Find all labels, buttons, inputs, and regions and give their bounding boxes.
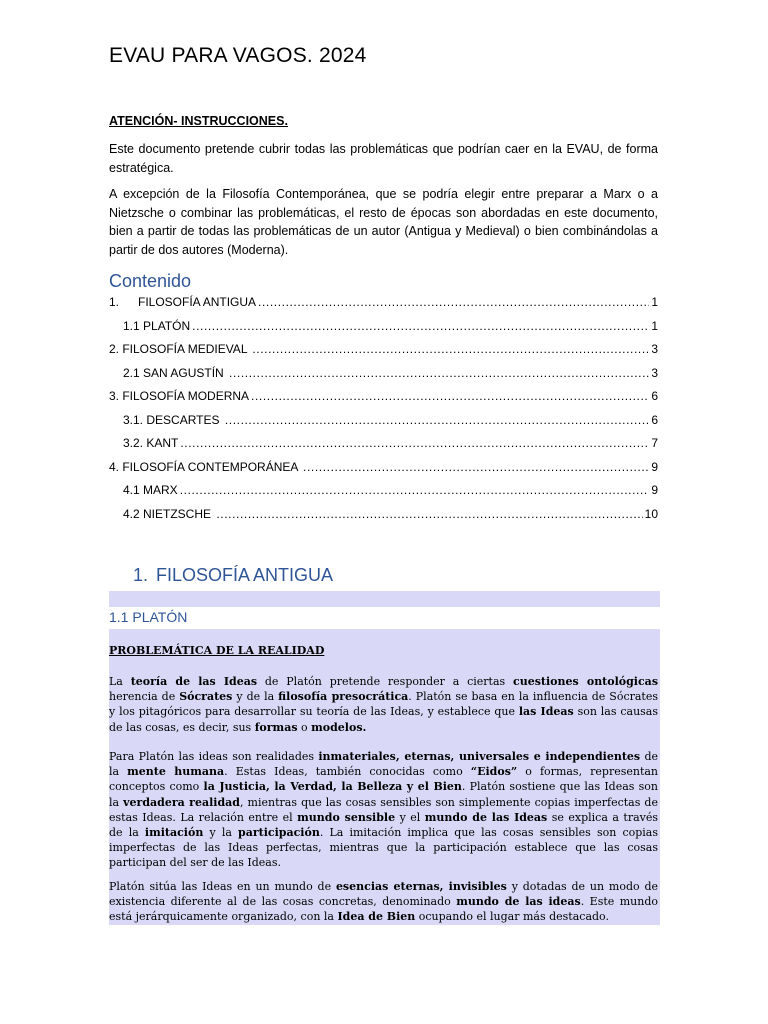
toc-dot-leader	[180, 436, 649, 450]
toc-entry-label: 2. FILOSOFÍA MEDIEVAL	[109, 342, 251, 356]
text-run: son las causas de las cosas, es decir, sus	[109, 705, 659, 734]
bold-term: la Justicia, la Verdad, la Belleza y el Bien	[203, 780, 462, 794]
bold-term: formas	[254, 720, 298, 734]
toc-entry-number: 1.	[109, 295, 120, 309]
highlight-band	[109, 591, 660, 607]
bold-term: mente humana	[127, 765, 225, 779]
toc-entry-label: 3.1. DESCARTES	[123, 412, 223, 427]
toc-page-number: 1	[651, 295, 658, 309]
text-run: y dotadas de un modo de existencia diferente al de las cosas concretas, denominado	[109, 880, 658, 909]
toc-page-number: 6	[651, 389, 658, 403]
section-number: 1.	[133, 565, 149, 585]
text-run: o	[297, 720, 312, 734]
text-run: La	[109, 675, 131, 688]
table-of-contents	[109, 295, 658, 530]
toc-dot-leader	[251, 389, 649, 403]
toc-page-number: 7	[651, 436, 658, 450]
toc-entry[interactable]	[109, 436, 658, 460]
document-title: EVAU PARA VAGOS. 2024	[109, 44, 367, 67]
bold-term: “Eidos”	[470, 765, 518, 779]
toc-entry-label: 4.1 MARX	[123, 483, 178, 497]
problem-heading: PROBLEMÁTICA DE LA REALIDAD	[109, 644, 325, 657]
toc-entry[interactable]	[109, 319, 658, 343]
text-run: herencia de	[109, 690, 180, 704]
toc-entry[interactable]	[109, 366, 658, 390]
text-run: de Platón pretende responder a ciertas	[257, 675, 514, 688]
toc-page-number: 3	[651, 342, 658, 356]
toc-dot-leader	[225, 413, 649, 427]
bold-term: filosofía presocrática	[278, 690, 409, 704]
toc-dot-leader	[229, 366, 649, 380]
toc-dot-leader	[216, 507, 642, 521]
toc-title: Contenido	[109, 271, 192, 291]
bold-term: cuestiones ontológicas	[513, 675, 659, 688]
toc-page-number: 6	[651, 412, 658, 427]
toc-page-number: 9	[651, 459, 658, 474]
section-heading	[133, 565, 333, 586]
text-run: o formas, representan conceptos como	[109, 765, 659, 794]
bold-term: las Ideas	[518, 705, 574, 719]
text-run: Platón sitúa las Ideas en un mundo de	[109, 880, 336, 893]
bold-term: Idea de Bien	[337, 910, 416, 924]
bold-term: participación	[238, 826, 320, 840]
text-run: . La imitación implica que las cosas sensibles son copias imperfectas de las Ideas perfectas, mientras que la participación establece que las cosas participan del ser de las Ideas.	[109, 826, 658, 870]
platon-paragraph-1	[109, 674, 658, 735]
bold-term: imitación	[144, 826, 204, 840]
platon-paragraph-3	[109, 879, 658, 925]
intro-paragraph-1: Este documento pretende cubrir todas las problemáticas que podrían caer en la EVAU, de forma estratégica.	[109, 142, 658, 175]
text-run: de la	[109, 750, 658, 779]
toc-page-number: 9	[651, 483, 658, 497]
text-run: . Este mundo está jerárquicamente organizado, con la	[109, 895, 659, 924]
toc-entry[interactable]	[109, 389, 658, 413]
text-run: y el	[395, 810, 425, 824]
toc-entry-label: 4. FILOSOFÍA CONTEMPORÁNEA	[109, 459, 302, 474]
toc-page-number: 3	[651, 365, 658, 380]
bold-term: mundo de las ideas	[456, 895, 581, 909]
toc-entry[interactable]	[109, 507, 658, 531]
toc-dot-leader	[303, 460, 649, 474]
text-run: , mientras que las cosas sensibles son simplemente copias imperfectas de estas Ideas. La relación entre el	[109, 795, 658, 824]
text-run: . Estas Ideas, también conocidas como	[224, 765, 471, 779]
bold-term: mundo de las Ideas	[424, 810, 548, 824]
bold-term: Sócrates	[179, 690, 233, 704]
bold-term: teoría de las Ideas	[130, 675, 258, 688]
text-run: ocupando el lugar más destacado.	[415, 910, 609, 924]
text-run: . Platón sostiene que las Ideas son la	[109, 780, 658, 809]
toc-entry-label: 2.1 SAN AGUSTÍN	[123, 365, 228, 380]
toc-entry[interactable]	[109, 413, 658, 437]
toc-page-number: 10	[644, 506, 658, 521]
text-run: Para Platón las ideas son realidades	[109, 750, 319, 763]
toc-dot-leader	[180, 483, 650, 497]
bold-term: verdadera realidad	[123, 795, 240, 809]
toc-dot-leader	[192, 319, 649, 333]
text-run: y de la	[232, 690, 279, 704]
subsection-heading: 1.1 PLATÓN	[109, 609, 188, 625]
toc-page-number: 1	[651, 318, 658, 333]
toc-entry[interactable]	[109, 295, 658, 319]
platon-paragraph-2	[109, 749, 658, 871]
toc-dot-leader	[258, 295, 649, 309]
toc-entry[interactable]	[109, 483, 658, 507]
intro-paragraph-2: A excepción de la Filosofía Contemporánea, que se podría elegir entre preparar a Marx o a Nietzsche o combinar las problemáticas, el resto de épocas son abordadas en este documento, bien a partir de todas las problemáticas de un autor (Antigua y Medieval) o bien combinándolas a partir de dos autores (Moderna).	[109, 187, 658, 257]
bold-term: mundo sensible	[297, 810, 396, 824]
text-run: se explica a través de la	[109, 810, 659, 840]
toc-entry-label: FILOSOFÍA ANTIGUA	[138, 295, 257, 309]
toc-entry-label: 3. FILOSOFÍA MODERNA	[109, 389, 250, 403]
toc-entry-label: 1.1 PLATÓN	[123, 318, 191, 333]
toc-entry-label: 4.2 NIETZSCHE	[123, 506, 215, 521]
bold-term: modelos.	[311, 720, 367, 734]
section-title: FILOSOFÍA ANTIGUA	[156, 565, 334, 585]
text-run: . Platón se basa en la influencia de Sócrates y los pitagóricos para desarrollar su teoría de las Ideas, y establece que	[109, 690, 658, 719]
bold-term: esencias eternas, invisibles	[335, 880, 507, 893]
toc-entry-label: 3.2. KANT	[123, 436, 179, 450]
toc-dot-leader	[252, 342, 649, 356]
text-run: y la	[203, 826, 239, 840]
bold-term: inmateriales, eternas, universales e independientes	[318, 750, 641, 763]
toc-entry[interactable]	[109, 342, 658, 366]
toc-entry[interactable]	[109, 460, 658, 484]
instructions-heading: ATENCIÓN- INSTRUCCIONES.	[109, 114, 288, 128]
